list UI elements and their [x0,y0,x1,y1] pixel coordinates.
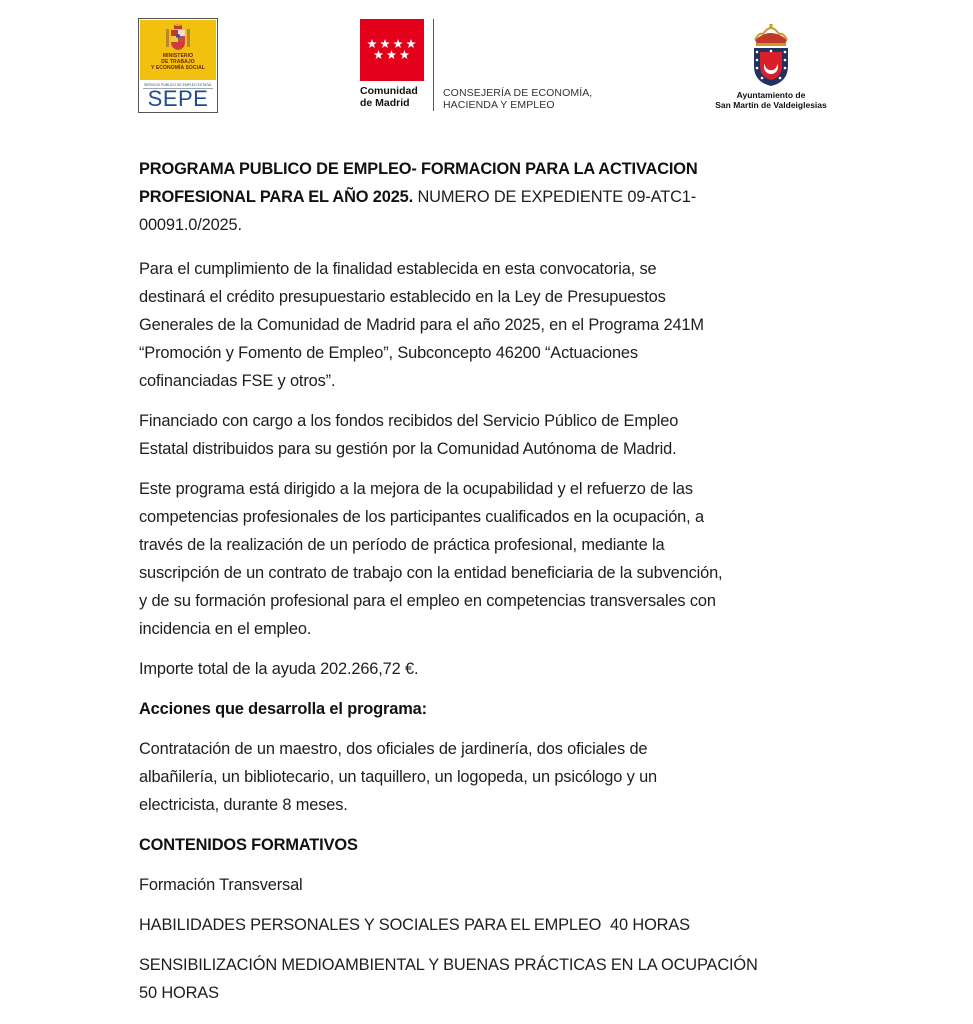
course-item [139,951,839,1007]
ministry-line-2: DE TRABAJO [161,59,195,65]
spain-coat-of-arms-icon [163,24,193,52]
training-heading: CONTENIDOS FORMATIVOS [139,836,358,854]
funding-line: Financiado con cargo a los fondos recibidos del Servicio Público de Empleo [139,412,679,430]
sepe-logo [138,18,218,113]
actions-heading: Acciones que desarrolla el programa: [139,700,427,718]
ayuntamiento-name [706,90,836,110]
purpose-line: competencias profesionales de los participantes cualificados en la ocupación, a [139,508,704,526]
ministry-line-1: MINISTERIO [162,53,194,59]
purpose-line: través de la realización de un período de práctica profesional, mediante la [139,536,665,554]
title-line-1: PROGRAMA PUBLICO DE EMPLEO- FORMACION PARA LA ACTIVACION [139,160,698,178]
logo-header [0,0,973,130]
madrid-name [360,85,430,109]
purpose-line: y de su formación profesional para el empleo en competencias transversales con [139,592,716,610]
madrid-name-line-1: Comunidad [360,85,418,97]
ministry-name [139,53,217,71]
title-line-2-bold: PROFESIONAL PARA EL AÑO 2025. [139,188,414,206]
actions-line: albañilería, un bibliotecario, un taquillero, un logopeda, un psicólogo y un [139,768,658,786]
budget-line: “Promoción y Fomento de Empleo”, Subconcepto 46200 “Actuaciones [139,344,638,362]
budget-line: destinará el crédito presupuestario establecido en la Ley de Presupuestos [139,288,666,306]
expediente-number-cont: 00091.0/2025. [139,216,242,234]
budget-line: cofinanciadas FSE y otros”. [139,372,336,390]
purpose-line: suscripción de un contrato de trabajo con la entidad beneficiaria de la subvención, [139,564,723,582]
ministry-line-3: Y ECONOMÍA SOCIAL [151,65,205,71]
ayuntamiento-line-1: Ayuntamiento de [736,90,806,100]
logo-divider [433,19,434,111]
training-subheading: Formación Transversal [139,876,303,894]
funding-line: Estatal distribuidos para su gestión por la Comunidad Autónoma de Madrid. [139,440,677,458]
madrid-name-line-2: de Madrid [360,97,410,109]
madrid-flag [360,19,424,81]
seven-stars-icon [360,19,424,81]
amount-paragraph: Importe total de la ayuda 202.266,72 €. [139,660,419,678]
sepe-service-line: SERVICIO PÚBLICO DE EMPLEO ESTATAL [144,83,212,87]
consejeria-line-2: HACIENDA Y EMPLEO [443,99,555,111]
purpose-line: Este programa está dirigido a la mejora de la ocupabilidad y el refuerzo de las [139,480,693,498]
actions-line: electricista, durante 8 meses. [139,796,348,814]
consejeria-line-1: CONSEJERÍA DE ECONOMÍA, [443,87,593,99]
expediente-number: NUMERO DE EXPEDIENTE 09-ATC1- [413,188,697,206]
document-body [139,155,839,1019]
course-hours: 50 HORAS [139,984,219,1002]
actions-paragraph [139,735,839,819]
purpose-line: incidencia en el empleo. [139,620,312,638]
course-item: HABILIDADES PERSONALES Y SOCIALES PARA EL EMPLEO 40 HORAS [139,916,690,934]
document-title [139,155,839,239]
ayuntamiento-line-2: San Martín de Valdeiglesias [715,100,827,110]
municipal-shield-icon [746,24,796,88]
funding-paragraph [139,407,839,463]
course-name: SENSIBILIZACIÓN MEDIOAMBIENTAL Y BUENAS PRÁCTICAS EN LA OCUPACIÓN [139,956,758,974]
sepe-acronym: SEPE [147,86,209,111]
budget-line: Generales de la Comunidad de Madrid para el año 2025, en el Programa 241M [139,316,704,334]
budget-line: Para el cumplimiento de la finalidad establecida en esta convocatoria, se [139,260,657,278]
consejeria-name [443,87,592,111]
purpose-paragraph [139,475,839,643]
actions-line: Contratación de un maestro, dos oficiales de jardinería, dos oficiales de [139,740,648,758]
budget-paragraph [139,255,839,395]
